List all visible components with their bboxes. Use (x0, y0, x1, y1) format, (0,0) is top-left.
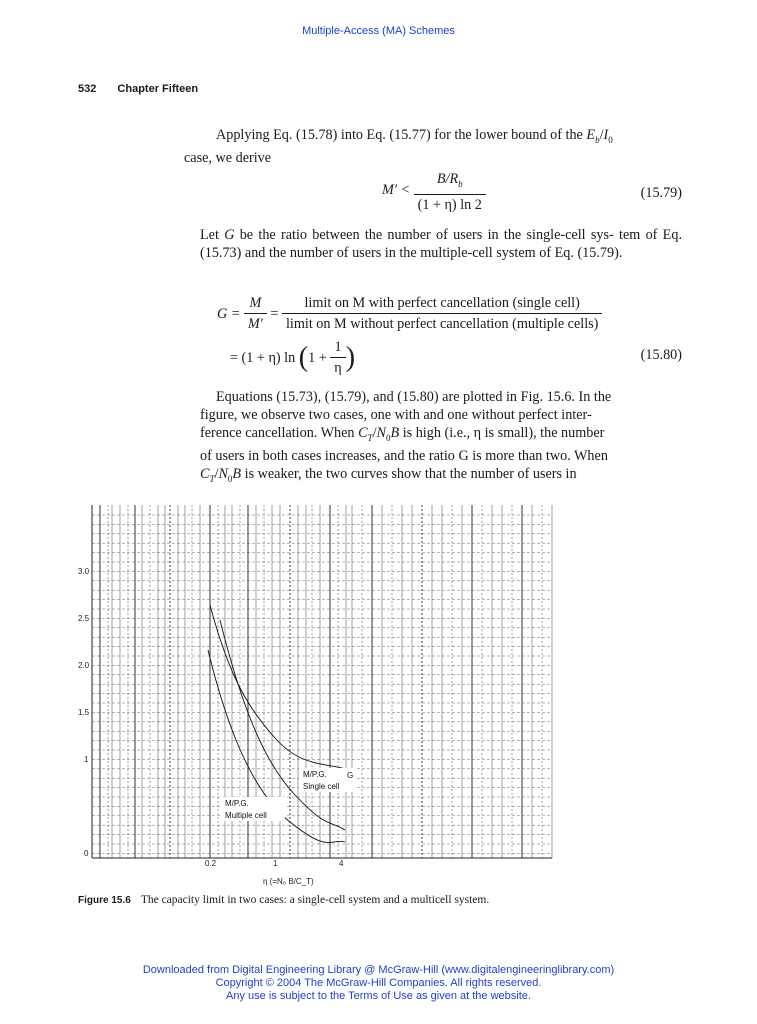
page-header (78, 83, 198, 95)
x-tick-label: 1 (273, 859, 278, 868)
para3-line4: of users in both cases increases, and the ratio G is more than two. When (200, 447, 608, 464)
capacity-figure (60, 498, 570, 890)
eq79-numerator: B/R (436, 171, 459, 187)
footer-line-1[interactable]: Downloaded from Digital Engineering Library @ McGraw-Hill (www.digitalengineeringlibrary.com) (142, 964, 615, 976)
eq80-m-prime: M′ (247, 316, 263, 332)
eq80-line2: = (1 + η) ln (1 + $\frac{1}{\eta}$ ) (230, 339, 356, 376)
running-head: Multiple-Access (MA) Schemes (302, 25, 455, 37)
eq79-fraction (414, 170, 486, 214)
y-tick-label: 2.5 (78, 614, 90, 623)
para2-mid: be the ratio between the number of users in the single-cell sys- (234, 227, 614, 243)
figure-border (92, 505, 552, 858)
eq80-one-plus: 1 + (308, 349, 327, 366)
footer-line-2: Copyright © 2004 The McGraw-Hill Companies. All rights reserved. (215, 977, 542, 989)
label-single-2: Single cell (303, 782, 340, 791)
para3-line5-b: is weaker, the two curves show that the number of users in (241, 465, 577, 482)
y-tick-label: 3.0 (78, 567, 90, 576)
eq80-eta: η (334, 360, 342, 376)
label-single-1: M/P.G. (303, 770, 327, 779)
eq80-g: G = (217, 305, 241, 322)
eq80-numerator: limit on M with perfect cancellation (single cell) (282, 294, 602, 314)
eq80-equals: = (270, 305, 279, 322)
para2-text: tem of Eq. (15.73) and the number of users in the multiple-cell system of Eq. (15.79). (200, 227, 682, 261)
para3-line1: Equations (15.73), (15.79), and (15.80) are plotted in Fig. 15.6. In the (216, 389, 612, 405)
eq79-denominator: (1 + η) ln 2 (417, 196, 482, 213)
para2-var: G (224, 227, 235, 243)
para3-line3: ference cancellation. When $C_T/N_0B$ is high (i.e., η is small), the number (200, 425, 605, 443)
eq79-numerator-sub: b (458, 178, 463, 189)
y-axis-labels (78, 567, 90, 858)
x-axis-title: η (=N₀ B/C_T) (263, 877, 314, 886)
para3-line5: $C_T/N_0B$ is weaker, the two curves show that the number of users in (200, 465, 577, 484)
curve-labels (221, 768, 355, 821)
y-tick-label: 2.0 (78, 661, 90, 670)
para3-line2: figure, we observe two cases, one with and one without perfect inter- (200, 407, 592, 423)
caption-label: Figure 15.6 (78, 895, 131, 906)
y-tick-label: 1.5 (78, 708, 90, 717)
footer (0, 964, 757, 1003)
label-multi-2: Multiple cell (225, 811, 267, 820)
eq80-line2-a: = (1 + η) ln (230, 349, 296, 366)
x-axis-labels (205, 859, 344, 886)
para1-text-a: Applying Eq. (15.78) into Eq. (15.77) for the lower bound of the (216, 127, 587, 143)
eq79-label: (15.79) (640, 185, 682, 201)
caption-text: The capacity limit in two cases: a single-cell system and a multicell system. (140, 894, 490, 906)
eq80-label: (15.80) (640, 347, 682, 363)
x-tick-label: 0.2 (205, 859, 217, 868)
eq80-one: 1 (330, 338, 345, 358)
eq80-m: M (249, 295, 262, 311)
paragraph-3 (200, 388, 682, 488)
para2-start: Let (200, 227, 225, 243)
graph-paper-grid (92, 505, 552, 858)
footer-line-3: Any use is subject to the Terms of Use as given at the website. (226, 990, 531, 1002)
equation-15-80 (217, 294, 602, 333)
label-g: G (347, 771, 354, 780)
eq79-lhs: M′ < (382, 182, 411, 199)
figure-caption (78, 894, 489, 906)
y-tick-label: 1 (84, 755, 89, 764)
eq80-denominator: limit on M without perfect cancellation (multiple cells) (285, 316, 599, 332)
paragraph-1: Applying Eq. (15.78) into Eq. (15.77) for the lower bound of the $E_b/I_0$ case, we derive (184, 127, 613, 166)
page-number: 532 (78, 83, 97, 95)
paragraph-2 (200, 226, 682, 262)
para1-text-b: case, we derive (184, 149, 272, 166)
x-tick-label: 4 (339, 859, 344, 868)
para3-line3-b: is high (i.e., η is small), the number (399, 425, 605, 441)
chapter-title: Chapter Fifteen (117, 83, 199, 95)
y-tick-label: 0 (84, 849, 89, 858)
equation-15-79 (382, 170, 486, 214)
para3-line3-a: ference cancellation. When (200, 425, 359, 441)
label-multi-1: M/P.G. (225, 799, 249, 808)
